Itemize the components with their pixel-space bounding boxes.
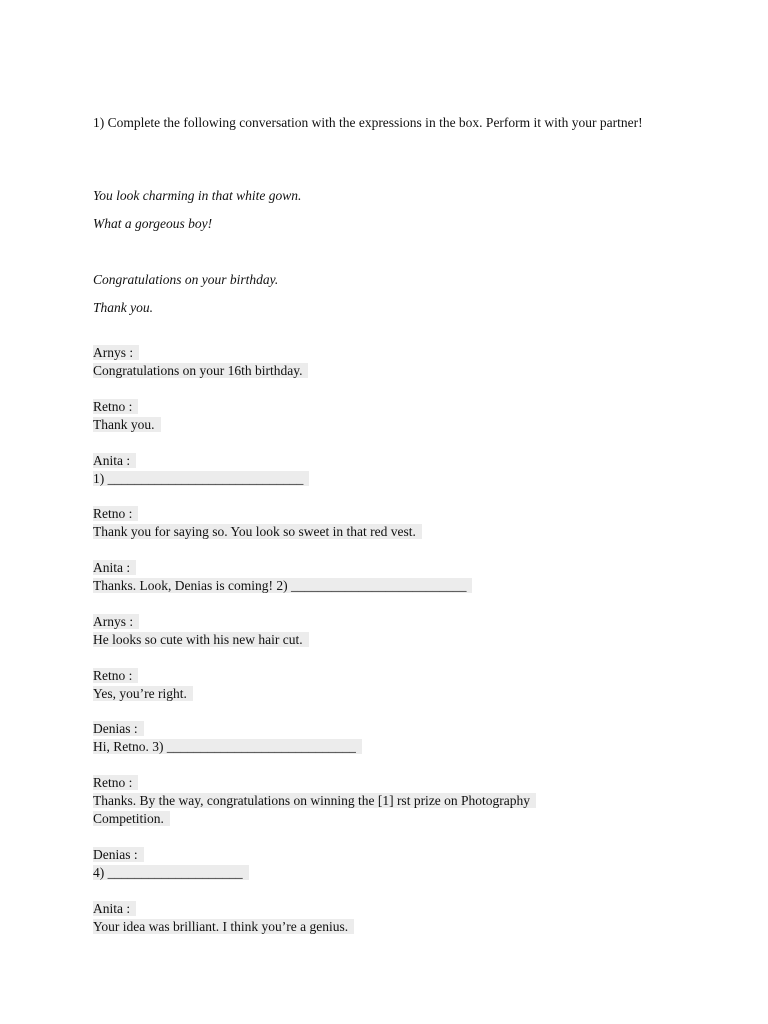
blank-answer-4: 4) ____________________ <box>93 865 249 880</box>
speaker-label: Denias : <box>93 721 144 736</box>
speaker-label: Arnys : <box>93 345 139 360</box>
speaker-label: Retno : <box>93 506 138 521</box>
speaker-label: Anita : <box>93 901 136 916</box>
dialogue-line: Thank you. <box>93 417 161 432</box>
expression-1: You look charming in that white gown. <box>93 188 302 203</box>
blank-answer-3: Hi, Retno. 3) ____________________________ <box>93 739 362 754</box>
dialogue-line: Thanks. By the way, congratulations on winning the [1] rst prize on Photography <box>93 793 536 808</box>
speaker-label: Denias : <box>93 847 144 862</box>
speaker-label: Arnys : <box>93 614 139 629</box>
dialogue-line: Yes, you’re right. <box>93 686 193 701</box>
speaker-label: Retno : <box>93 668 138 683</box>
dialogue-line: He looks so cute with his new hair cut. <box>93 632 309 647</box>
speaker-label: Anita : <box>93 453 136 468</box>
instruction-text: 1) Complete the following conversation with the expressions in the box. Perform it with your partner! <box>93 115 643 130</box>
blank-answer-1: 1) _____________________________ <box>93 471 309 486</box>
blank-answer-2: Thanks. Look, Denias is coming! 2) __________________________ <box>93 578 472 593</box>
expression-2: What a gorgeous boy! <box>93 216 213 231</box>
dialogue-line: Thank you for saying so. You look so sweet in that red vest. <box>93 524 422 539</box>
speaker-label: Anita : <box>93 560 136 575</box>
dialogue-line: Competition. <box>93 811 170 826</box>
expression-3: Congratulations on your birthday. <box>93 272 279 287</box>
speaker-label: Retno : <box>93 775 138 790</box>
speaker-label: Retno : <box>93 399 138 414</box>
dialogue-line: Congratulations on your 16th birthday. <box>93 363 308 378</box>
dialogue-line: Your idea was brilliant. I think you’re a genius. <box>93 919 354 934</box>
expression-4: Thank you. <box>93 300 153 315</box>
